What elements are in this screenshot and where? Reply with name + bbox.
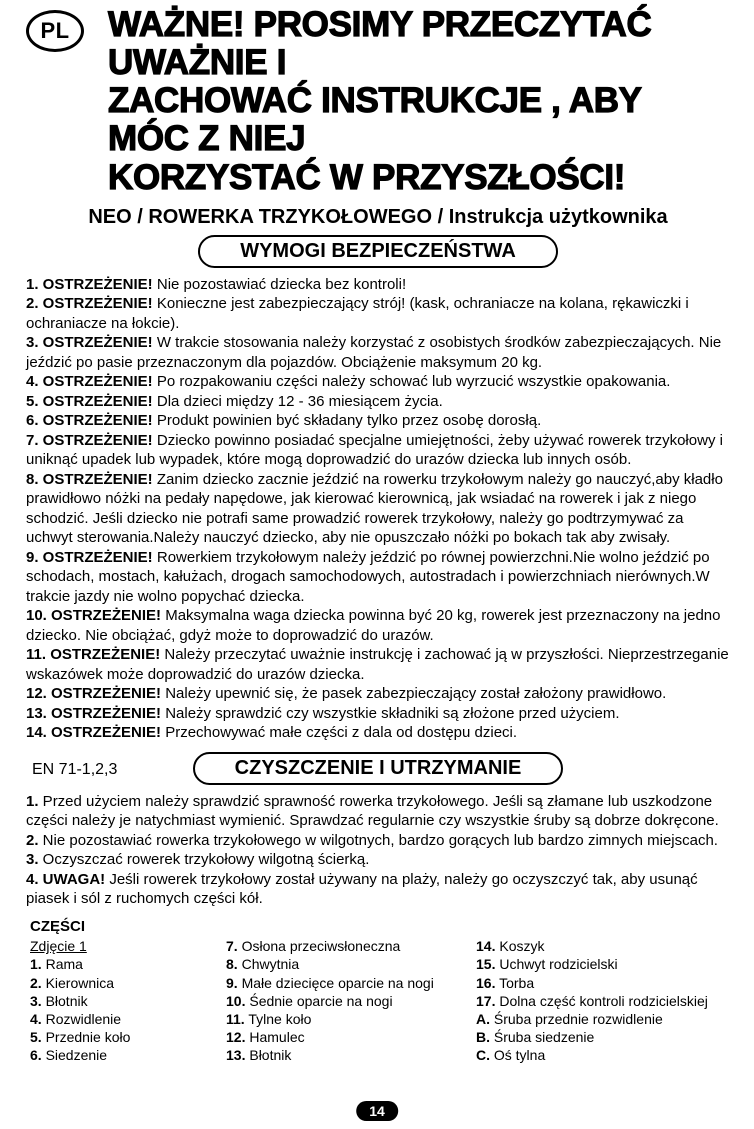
parts-column-1 xyxy=(26,937,226,1064)
safety-warning-item: 6. OSTRZEŻENIE! Produkt powinien być składany tylko przez osobę dorosłą. xyxy=(26,412,542,430)
safety-warning-item: 1. OSTRZEŻENIE! Nie pozostawiać dziecka bez kontroli! xyxy=(26,275,407,293)
parts-columns xyxy=(26,937,730,1064)
title-line-1: WAŻNE! PROSIMY PRZECZYTAĆ UWAŻNIE I xyxy=(108,5,652,83)
parts-list-item: 16. Torba xyxy=(476,974,535,991)
parts-list-item: C. Oś tylna xyxy=(476,1047,546,1064)
safety-warning-item: 13. OSTRZEŻENIE! Należy sprawdzić czy wszystkie składniki są złożone przed użyciem. xyxy=(26,704,620,722)
parts-list-item: 11. Tylne koło xyxy=(226,1010,312,1027)
parts-list-item: 4. Rozwidlenie xyxy=(30,1010,122,1027)
title-line-2: ZACHOWAĆ INSTRUKCJE , ABY MÓC Z NIEJ xyxy=(108,81,642,159)
parts-column-3 xyxy=(476,937,730,1064)
parts-list-item: 17. Dolna część kontroli rodzicielskiej xyxy=(476,992,708,1009)
cleaning-section-header xyxy=(26,752,730,785)
title-line-3: KORZYSTAĆ W PRZYSZŁOŚCI! xyxy=(108,157,626,197)
safety-warning-item: 8. OSTRZEŻENIE! Zanim dziecko zacznie jeździć na rowerku trzykołowym należy go nauczyć,aby kładło prawidłowo nóżki na pedały napędowe, jak kierować kierownicą, jak wsiadać na rowerek i jak z niego schodzić. Jeśli dziecko nie potrafi same prowadzić rowerek trzykołowy, należy go podtrzymywać za uchwyt sterowania.Należy nauczyć dziecko, aby nie opuszczało nóżki po bokach tak aby zwisały. xyxy=(26,470,723,547)
standard-code: EN 71-1,2,3 xyxy=(32,760,118,778)
parts-column-2 xyxy=(226,937,476,1064)
safety-warning-item: 3. OSTRZEŻENIE! W trakcie stosowania należy korzystać z osobistych środków zabezpieczających. Nie jeździć po pasie przeznaczonym dla pojazdów. Obciążenie maksymum 20 kg. xyxy=(26,334,722,371)
safety-warning-item: 5. OSTRZEŻENIE! Dla dzieci między 12 - 36 miesiącem życia. xyxy=(26,392,443,410)
parts-title: CZĘŚCI xyxy=(30,917,86,935)
cleaning-instruction-item: 3. Oczyszczać rowerek trzykołowy wilgotną ścierką. xyxy=(26,851,370,869)
safety-warning-item: 12. OSTRZEŻENIE! Należy upewnić się, że pasek zabezpieczający został założony prawidłowo. xyxy=(26,685,667,703)
parts-list-item: 10. Śednie oparcie na nogi xyxy=(226,992,393,1009)
product-subtitle: NEO / ROWERKA TRZYKOŁOWEGO / Instrukcja użytkownika xyxy=(88,205,668,228)
safety-warning-item: 9. OSTRZEŻENIE! Rowerkiem trzykołowym należy jeździć po równej powierzchni.Nie wolno jeździć po schodach, mostach, kałużach, drogach samochodowych, autostradach i powierzchniach nierównych.W trakcie jazdy nie wolno popychać dziecka. xyxy=(26,548,710,605)
parts-photo-ref: Zdjęcie 1 xyxy=(30,938,87,955)
cleaning-instruction-item: 2. Nie pozostawiać rowerka trzykołowego w wilgotnych, bardzo gorących lub bardzo zimnych miejscach. xyxy=(26,831,718,849)
parts-list-item: 6. Siedzenie xyxy=(30,1047,108,1064)
parts-section xyxy=(26,917,730,1065)
parts-list-item: 13. Błotnik xyxy=(226,1047,292,1064)
parts-list-item: 12. Hamulec xyxy=(226,1029,305,1046)
parts-list-item: 14. Koszyk xyxy=(476,938,545,955)
parts-list-item: 9. Małe dziecięce oparcie na nogi xyxy=(226,974,434,991)
language-badge: PL xyxy=(26,10,84,52)
parts-list-item: 3. Błotnik xyxy=(30,992,88,1009)
parts-list-item: 15. Uchwyt rodzicielski xyxy=(476,956,618,973)
parts-list-item: 7. Osłona przeciwsłoneczna xyxy=(226,938,401,955)
safety-warning-item: 14. OSTRZEŻENIE! Przechowywać małe części z dala od dostępu dzieci. xyxy=(26,724,518,742)
cleaning-section-title: CZYSZCZENIE I UTRZYMANIE xyxy=(193,752,564,785)
safety-warning-item: 4. OSTRZEŻENIE! Po rozpakowaniu części należy schować lub wyrzucić wszystkie opakowania. xyxy=(26,373,671,391)
parts-list-item: B. Śruba siedzenie xyxy=(476,1029,595,1046)
page-number-badge: 14 xyxy=(356,1101,398,1121)
parts-list-item: 5. Przednie koło xyxy=(30,1029,131,1046)
parts-list-item: A. Śruba przednie rozwidlenie xyxy=(476,1010,663,1027)
cleaning-instruction-item: 4. UWAGA! Jeśli rowerek trzykołowy został używany na plaży, należy go oczyszczyć tak, aby usunąć piasek i sól z ruchomych części kół. xyxy=(26,870,698,908)
page-title xyxy=(108,6,730,197)
safety-warning-item: 11. OSTRZEŻENIE! Należy przeczytać uważnie instrukcję i zachować ją w przyszłości. Nieprzestrzeganie wskazówek może doprowadzić do urazów dziecka. xyxy=(26,646,729,683)
safety-section-header xyxy=(26,235,730,268)
safety-warning-item: 7. OSTRZEŻENIE! Dziecko powinno posiadać specjalne umiejętności, żeby używać rowerek trzykołowy i uniknąć upadek lub wypadek, które mogą doprowadzić do urazów dziecka lub innych osób. xyxy=(26,431,723,469)
header xyxy=(26,6,730,197)
parts-list-item: 2. Kierownica xyxy=(30,974,115,991)
safety-warning-item: 2. OSTRZEŻENIE! Konieczne jest zabezpieczający strój! (kask, ochraniacze na kolana, rękawiczki i ochraniacze na łokcie). xyxy=(26,295,689,332)
safety-section-title: WYMOGI BEZPIECZEŃSTWA xyxy=(198,235,558,268)
cleaning-instruction-list xyxy=(26,792,730,909)
cleaning-instruction-item: 1. Przed użyciem należy sprawdzić sprawność rowerka trzykołowego. Jeśli są złamane lub uszkodzone części należy je natychmiast wymienić. Sprawdzać regularnie czy wszystkie śruby są dobrze dokręcone. xyxy=(26,792,719,830)
safety-warning-item: 10. OSTRZEŻENIE! Maksymalna waga dziecka powinna być 20 kg, rowerek jest przeznaczony na jedno dziecko. Nie obciążać, gdyż może to doprowadzić do urazów. xyxy=(26,607,721,644)
parts-list-item: 8. Chwytnia xyxy=(226,956,300,973)
safety-warning-list xyxy=(26,275,730,743)
parts-list-item: 1. Rama xyxy=(30,956,83,973)
